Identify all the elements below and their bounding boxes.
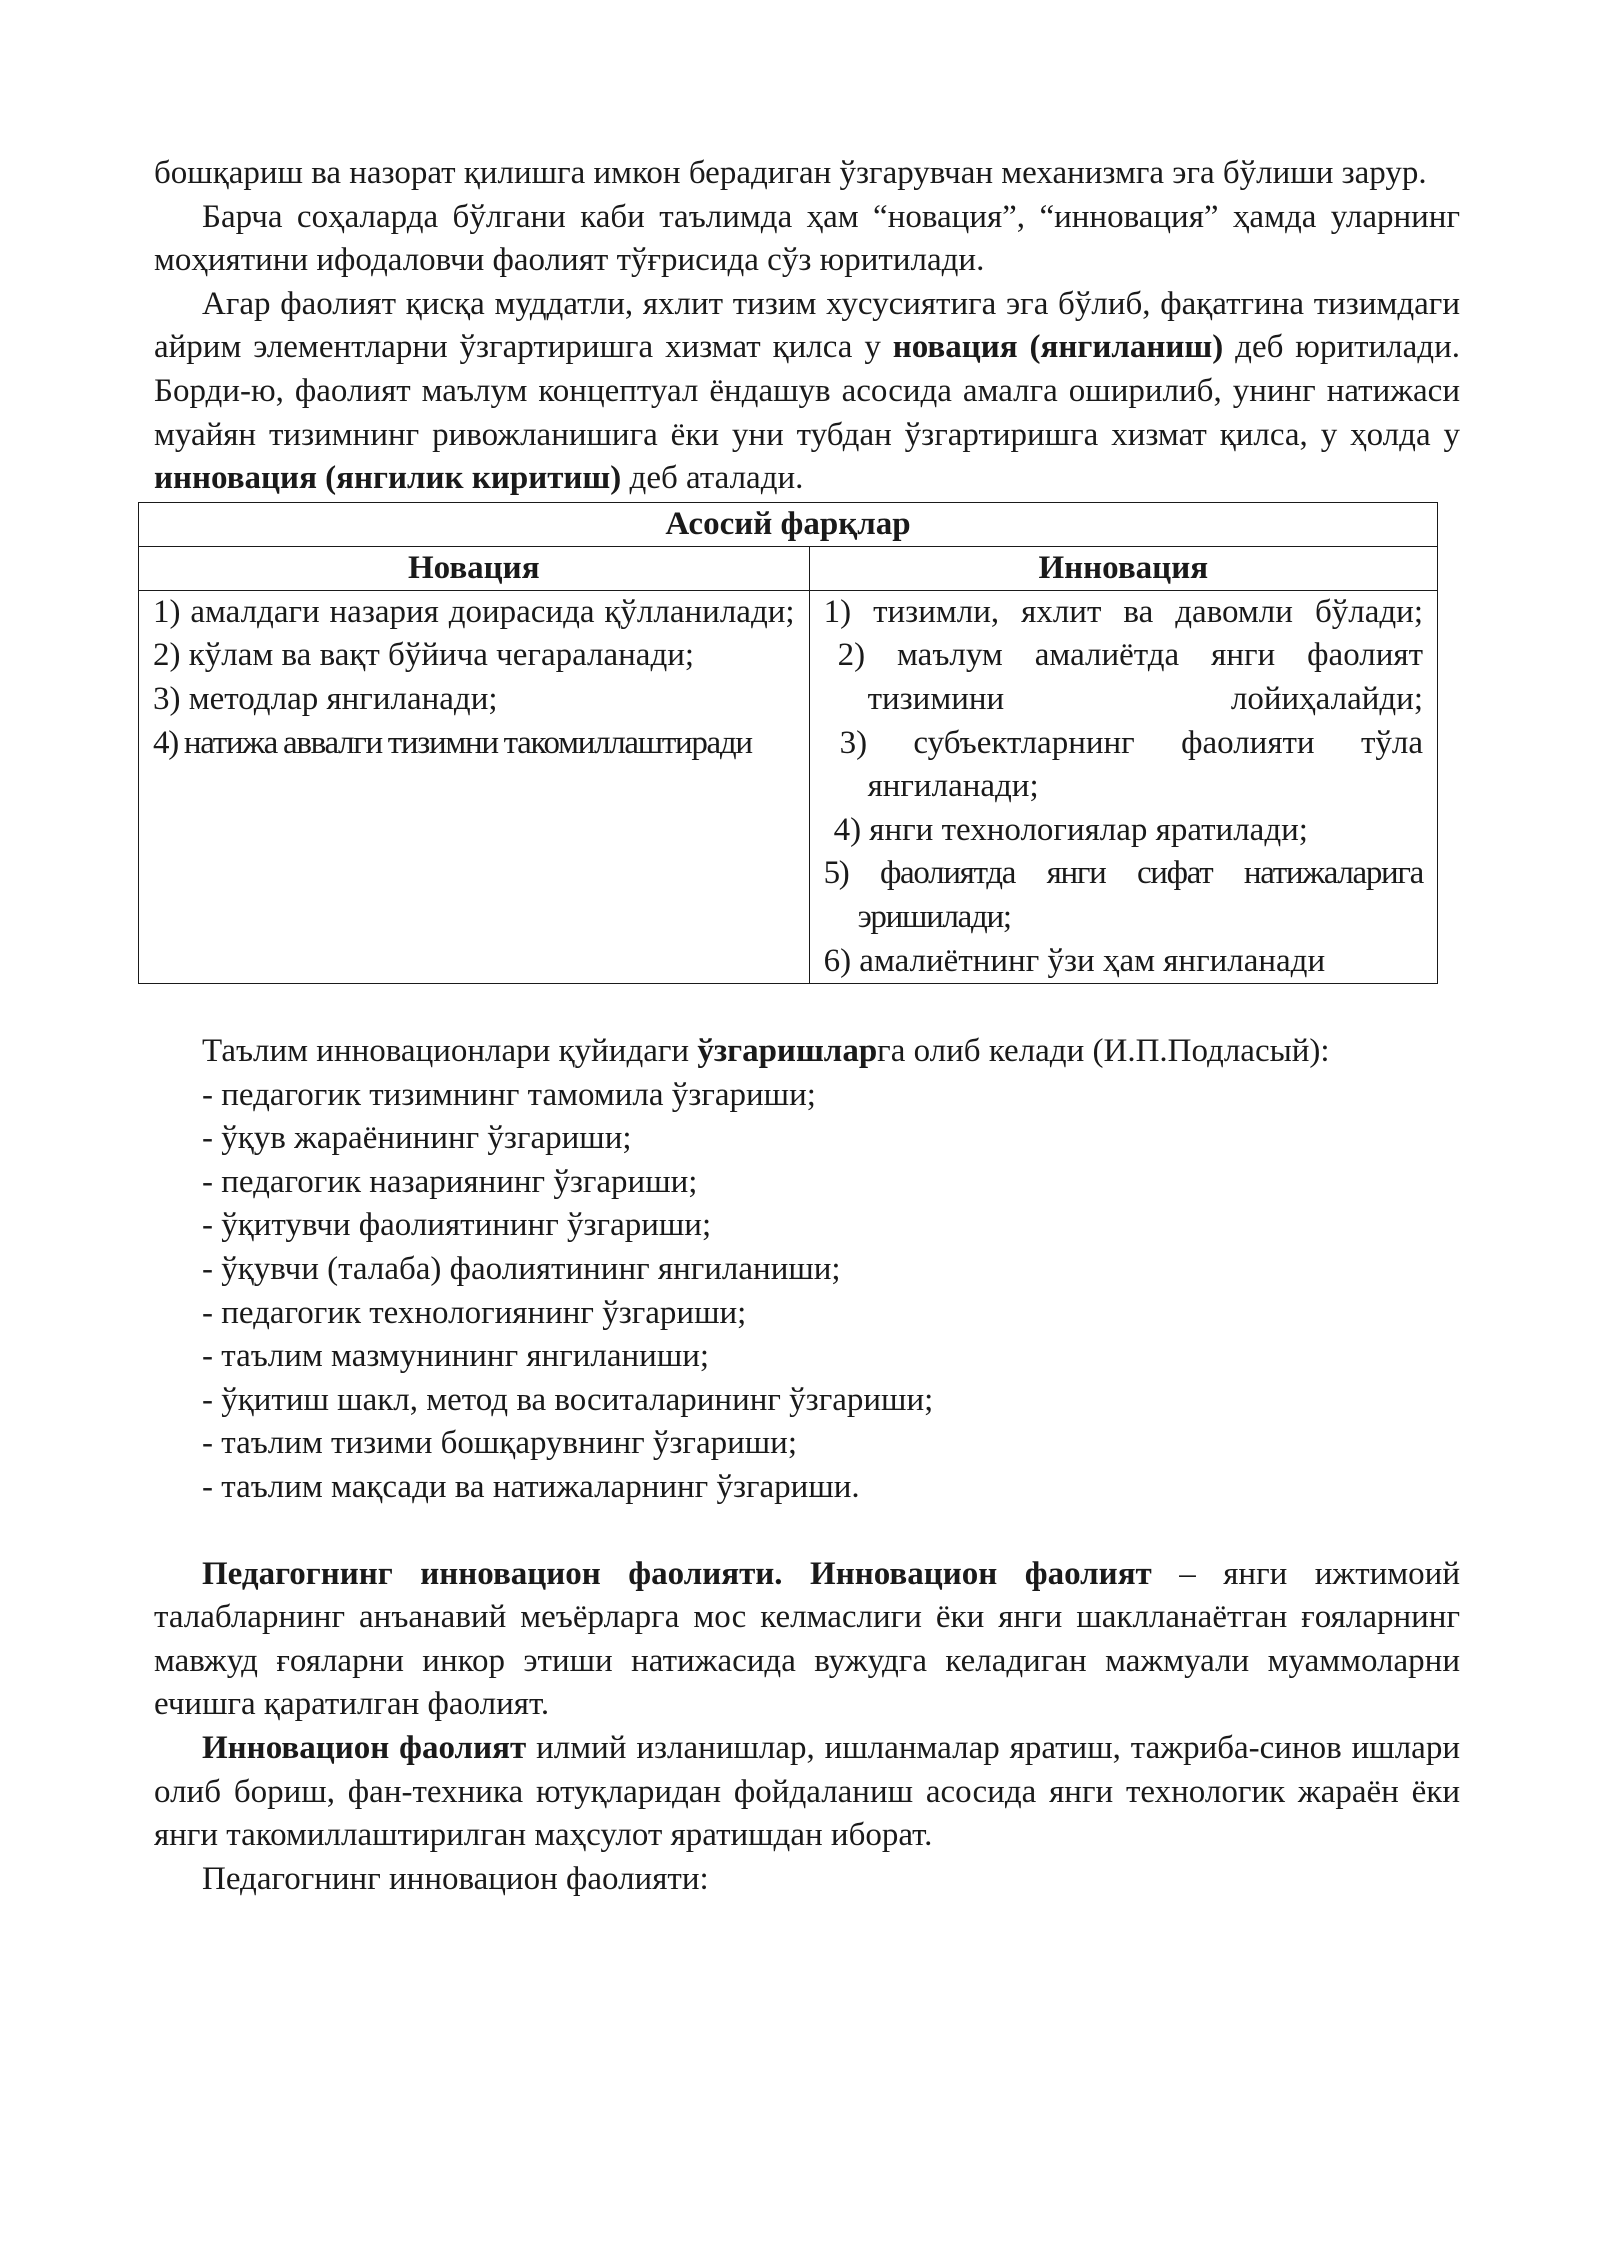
changes-intro-text-a: Таълим инновационлари қуйидаги <box>202 1033 698 1070</box>
list-item: - таълим тизими бошқарувнинг ўзгариши; <box>202 1425 798 1462</box>
section-paragraph-2 <box>154 1727 1460 1858</box>
table-title: Асосий фарқлар <box>139 502 1438 546</box>
list-item: - таълим мазмунининг янгиланиши; <box>202 1338 710 1375</box>
innovation-item-6: 6) амалиётнинг ўзи ҳам янгиланади <box>823 942 1326 979</box>
list-item: - педагогик технологиянинг ўзгариши; <box>202 1294 747 1331</box>
innovation-item-4: 4) янги технологиялар яратилади; <box>833 811 1308 848</box>
changes-intro-text-b: га олиб келади (И.П.Подласый): <box>877 1033 1330 1070</box>
list-item: - таълим мақсади ва натижаларнинг ўзгариши. <box>202 1469 860 1506</box>
innovation-item-5: 5) фаолиятда янги сифат натижаларига эришилади; <box>823 855 1423 935</box>
paragraph-3-text-b: деб юритилади. Борди-ю, фаолият маълум концептуал ёндашув асосида амалга оширилиб, унинг натижаси муайян тизимнинг ривожланишига ёки уни тубдан ўзгартиришга хизмат қилса, у ҳолда у <box>154 329 1460 453</box>
novation-item-2: 2) кўлам ва вақт бўйича чегараланади; <box>153 637 695 674</box>
term-innovative-activity: Инновацион фаолият <box>202 1730 527 1766</box>
innovation-item-1: 1) тизимли, яхлит ва давомли бўлади; <box>823 593 1423 630</box>
list-item: - ўқув жараёнининг ўзгариши; <box>202 1120 632 1157</box>
list-item: - ўқитувчи фаолиятининг ўзгариши; <box>202 1207 712 1244</box>
paragraph-3-text-a: Агар фаолият қисқа муддатли, яхлит тизим хусусиятига эга бўлиб, фақатгина тизимдаги айрим элементларни ўзгартиришга хизмат қилса у <box>154 285 1460 366</box>
list-item: - ўқитиш шакл, метод ва воситаларининг ўзгариши; <box>202 1381 934 1418</box>
innovation-item-3: 3) субъектларнинг фаолияти тўла янгиланади; <box>839 724 1423 805</box>
section-heading: Педагогнинг инновацион фаолияти. Инновацион фаолият <box>202 1555 1152 1592</box>
changes-list <box>154 1074 1460 1510</box>
differences-table <box>138 502 1438 984</box>
novation-item-1: 1) амалдаги назария доирасида қўлланилади; <box>153 593 795 630</box>
section-paragraph-1-text: – янги ижтимоий талабларнинг анъанавий меъёрларга мос келмаслиги ёки янги шаклланаётган ғояларнинг мавжуд ғояларни инкор этиши натижасида вужудга келадиган мажмуали муаммоларни ечишга қаратилган фаолият. <box>154 1555 1461 1723</box>
paragraph-3-text-c: деб аталади. <box>621 460 804 497</box>
section-paragraph-2-text: илмий изланишлар, ишланмалар яратиш, тажриба-синов ишлари олиб бориш, фан-техника ютуқларидан фойдаланиш асосида янги технологик жараён ёки янги такомиллаштирилган маҳсулот яратишдан иборат. <box>154 1730 1460 1854</box>
column-header-novation: Новация <box>139 546 810 590</box>
term-changes: ўзгаришлар <box>697 1033 878 1070</box>
list-item: - педагогик назариянинг ўзгариши; <box>202 1163 698 1200</box>
novation-cell <box>139 590 810 983</box>
paragraph-3 <box>154 283 1460 501</box>
innovation-item-2: 2) маълум амалиётда янги фаолият тизимини лойиҳалайди; <box>837 637 1423 717</box>
term-innovation: инновация (янгилик киритиш) <box>154 460 622 497</box>
section-paragraph-3: Педагогнинг инновацион фаолияти: <box>202 1860 709 1897</box>
innovation-cell <box>809 590 1437 983</box>
paragraph-2: Барча соҳаларда бўлгани каби таълимда ҳам “новация”, “инновация” ҳамда уларнинг моҳиятини ифодаловчи фаолият тўғрисида сўз юритилади. <box>154 198 1460 279</box>
novation-item-3: 3) методлар янгиланади; <box>153 680 498 717</box>
list-item: - ўқувчи (талаба) фаолиятининг янгиланиши; <box>202 1251 841 1288</box>
paragraph-1: бошқариш ва назорат қилишга имкон берадиган ўзгарувчан механизмга эга бўлиши зарур. <box>154 155 1427 191</box>
column-header-innovation: Инновация <box>809 546 1437 590</box>
list-item: - педагогик тизимнинг тамомила ўзгариши; <box>202 1076 816 1113</box>
changes-intro <box>154 1030 1460 1074</box>
novation-item-4: 4) натижа аввалги тизимни такомиллаштиради <box>153 724 752 761</box>
section-paragraph-1 <box>154 1553 1460 1727</box>
term-novation: новация (янгиланиш) <box>892 329 1224 366</box>
